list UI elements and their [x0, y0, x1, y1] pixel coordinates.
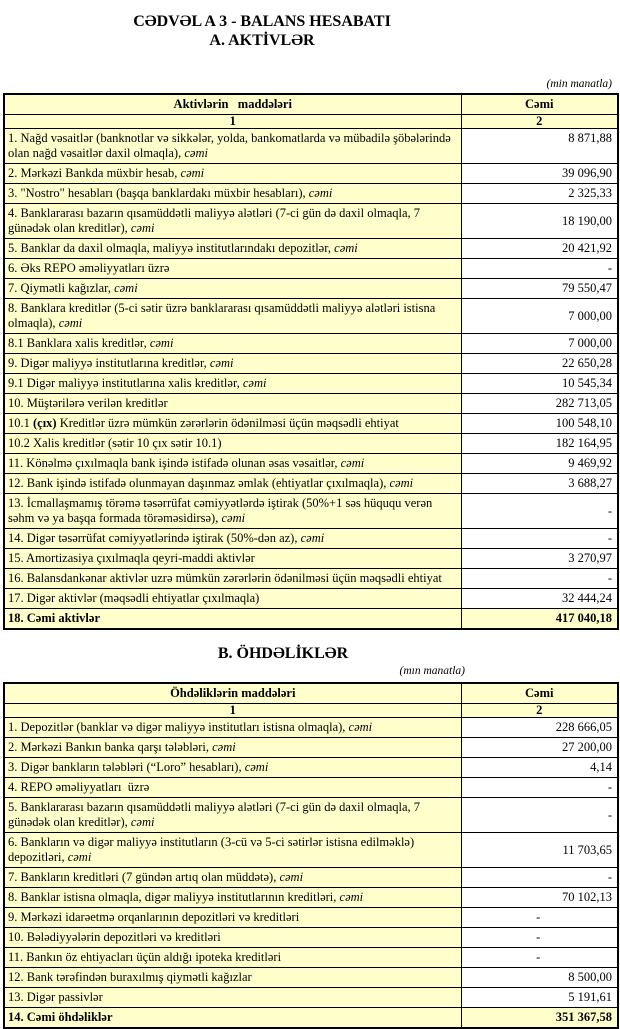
- table-row: [4, 529, 618, 549]
- row-value-cell: 8 500,00: [461, 968, 618, 988]
- row-label-text: 7. Qiymətli kağızlar,: [8, 281, 115, 295]
- unit-note-b: (mın manatla): [399, 665, 465, 677]
- table-row: [4, 868, 618, 888]
- table-row: [4, 354, 618, 374]
- row-label-text: cəmi: [67, 850, 92, 864]
- row-label-text: cəmi: [279, 870, 304, 884]
- row-label-text: cəmi: [244, 760, 269, 774]
- row-label-text: 9. Mərkəzi idarəetmə orqanlarının depozitləri və kreditləri: [8, 910, 300, 924]
- row-label-text: 4. REPO əməliyyatları üzrə: [8, 780, 150, 794]
- row-label-text: 11. Könəlmə çıxılmaqla bank işində istifadə olunan əsas vəsaitlər,: [8, 456, 341, 470]
- row-value-cell: -: [461, 494, 618, 529]
- row-label-cell: [4, 454, 461, 474]
- row-value-cell: -: [461, 778, 618, 798]
- row-label-text: cəmi: [180, 166, 205, 180]
- table-row: [4, 374, 618, 394]
- row-label-text: 10. Bələdiyyələrin depozitləri və kreditləri: [8, 930, 221, 944]
- row-label-cell: [4, 129, 461, 164]
- row-label-text: 12. Bank tərəfindən buraxılmış qiymətli kağızlar: [8, 970, 252, 984]
- row-label-cell: [4, 394, 461, 414]
- row-label-text: cəmi: [184, 146, 208, 160]
- row-value-cell: 39 096,90: [461, 164, 618, 184]
- table-row: [4, 334, 618, 354]
- title-line-1: CƏDVƏL A 3 - BALANS HESABATI: [133, 13, 391, 30]
- row-value-cell: 3 270,97: [461, 549, 618, 569]
- row-value-cell: 79 550,47: [461, 279, 618, 299]
- row-label-text: 8. Banklara kreditlər (5-ci sətir üzrə banklararası qısamüddətli maliyyə alətləri istisna olmaqla),: [8, 301, 439, 330]
- liabilities-col2-header: Cəmi: [461, 683, 618, 704]
- row-label-text: cəmi: [130, 815, 155, 829]
- row-label-cell: [4, 494, 461, 529]
- table-row: [4, 738, 618, 758]
- row-value-cell: 351 367,58: [461, 1008, 618, 1029]
- row-label-cell: [4, 374, 461, 394]
- row-label-text: 16. Balansdankənar aktivlər uzrə mümkün zərərlərin ödənilməsi üçün məqsədli ehtiyat: [8, 571, 442, 585]
- row-label-text: 10.1: [8, 416, 33, 430]
- row-label-cell: [4, 334, 461, 354]
- table-row: [4, 204, 618, 239]
- assets-rows: [4, 129, 618, 630]
- row-label-cell: [4, 279, 461, 299]
- row-label-cell: [4, 354, 461, 374]
- row-label-text: 8. Banklar istisna olmaqla, digər maliyyə institutlarının kreditləri,: [8, 890, 340, 904]
- row-label-cell: [4, 589, 461, 609]
- liabilities-col2-number: 2: [461, 704, 618, 718]
- assets-col1-header: Aktivlərin maddələri: [4, 94, 461, 115]
- row-value-cell: 7 000,00: [461, 334, 618, 354]
- row-label-text: cəmi: [339, 890, 364, 904]
- row-label-cell: [4, 868, 461, 888]
- row-label-cell: [4, 609, 461, 630]
- liabilities-col1-number: 1: [4, 704, 461, 718]
- row-value-cell: -: [461, 928, 618, 948]
- row-label-cell: [4, 888, 461, 908]
- row-label-text: 6. Bankların və digər maliyyə institutların (3-cü və 5-ci sətirlər istisna edilməklə) depozitləri,: [8, 835, 418, 864]
- row-label-cell: [4, 549, 461, 569]
- row-value-cell: -: [461, 259, 618, 279]
- row-value-cell: 10 545,34: [461, 374, 618, 394]
- row-value-cell: 417 040,18: [461, 609, 618, 630]
- row-label-cell: [4, 414, 461, 434]
- section-b-title: B. ÖHDƏLİKLƏR: [217, 645, 349, 662]
- table-row: [4, 1008, 618, 1029]
- table-row: [4, 434, 618, 454]
- row-label-text: cəmi: [209, 356, 234, 370]
- row-label-text: 2. Mərkəzi Bankda müxbir hesab,: [8, 166, 181, 180]
- table-row: [4, 908, 618, 928]
- row-label-text: 3. "Nostro" hesabları (başqa banklardakı müxbir hesabları),: [8, 186, 309, 200]
- row-value-cell: 22 650,28: [461, 354, 618, 374]
- liabilities-header-row: [4, 683, 618, 704]
- row-value-cell: -: [461, 908, 618, 928]
- table-row: [4, 184, 618, 204]
- row-label-text: cəmi: [334, 241, 358, 255]
- row-label-text: 1. Nağd vəsaitlər (banknotlar və sikkələr, yolda, bankomatlarda və mübadilə şöbələrində olan nağd vəsaitlər daxil olmaqla),: [8, 131, 454, 160]
- row-label-cell: [4, 259, 461, 279]
- row-label-text: 1. Depozitlər (banklar və digər maliyyə institutları istisna olmaqla),: [8, 720, 349, 734]
- document-title: [0, 12, 524, 50]
- assets-col2-number: 2: [461, 115, 618, 129]
- row-label-text: 5. Banklararası bazarın qısamüddətli maliyyə alətləri (7-ci gün də daxil olmaqla, 7 günədək olan kreditlər),: [8, 800, 424, 829]
- row-value-cell: 70 102,13: [461, 888, 618, 908]
- row-label-text: 9.1 Digər maliyyə institutlarına xalis kreditlər,: [8, 376, 243, 390]
- row-value-cell: 20 421,92: [461, 239, 618, 259]
- table-row: [4, 474, 618, 494]
- row-label-cell: [4, 948, 461, 968]
- row-label-text: cəmi: [300, 531, 325, 545]
- row-label-text: (çıx): [33, 416, 57, 430]
- table-row: [4, 129, 618, 164]
- row-label-text: 14. Cəmi öhdəliklər: [8, 1010, 113, 1024]
- row-label-text: 13. İcmallaşmamış törəmə təsərrüfat cəmiyyətlərdə iştirak (50%+1 səs hüququ verən səhm və ya başqa formada törəməsidirsə),: [8, 496, 436, 525]
- row-value-cell: 7 000,00: [461, 299, 618, 334]
- table-row: [4, 589, 618, 609]
- table-row: [4, 798, 618, 833]
- row-value-cell: 27 200,00: [461, 738, 618, 758]
- row-value-cell: 11 703,65: [461, 833, 618, 868]
- row-label-cell: [4, 434, 461, 454]
- row-label-text: 2. Mərkəzi Bankın banka qarşı tələbləri,: [8, 740, 213, 754]
- row-label-text: 10. Müştərilərə verilən kreditlər: [8, 396, 168, 410]
- row-value-cell: 3 688,27: [461, 474, 618, 494]
- section-a-title: A. AKTİVLƏR: [209, 32, 315, 49]
- row-label-cell: [4, 164, 461, 184]
- assets-table: [3, 93, 619, 630]
- assets-col2-header: Cəmi: [461, 94, 618, 115]
- row-label-text: 6. Əks REPO əməliyyatları üzrə: [8, 261, 170, 275]
- row-value-cell: 100 548,10: [461, 414, 618, 434]
- row-value-cell: -: [461, 948, 618, 968]
- row-label-text: cəmi: [221, 511, 246, 525]
- row-label-cell: [4, 299, 461, 334]
- table-row: [4, 259, 618, 279]
- row-label-cell: [4, 833, 461, 868]
- row-label-cell: [4, 988, 461, 1008]
- row-value-cell: 182 164,95: [461, 434, 618, 454]
- table-row: [4, 414, 618, 434]
- row-label-text: 15. Amortizasiya çıxılmaqla qeyri-maddi aktivlər: [8, 551, 255, 565]
- row-label-text: cəmi: [130, 221, 155, 235]
- row-value-cell: -: [461, 798, 618, 833]
- row-label-text: 12. Bank işində istifadə olunmayan daşınmaz əmlak (ehtiyatlar çıxılmaqla),: [8, 476, 390, 490]
- table-row: [4, 758, 618, 778]
- row-label-text: cəmi: [149, 336, 174, 350]
- assets-header-row: [4, 94, 618, 115]
- table-row: [4, 569, 618, 589]
- row-value-cell: 228 666,05: [461, 718, 618, 738]
- row-value-cell: -: [461, 868, 618, 888]
- table-row: [4, 718, 618, 738]
- row-value-cell: 2 325,33: [461, 184, 618, 204]
- row-label-text: 9. Digər maliyyə institutlarına kreditlər,: [8, 356, 210, 370]
- liabilities-rows: [4, 718, 618, 1029]
- table-row: [4, 948, 618, 968]
- row-label-cell: [4, 738, 461, 758]
- row-label-text: cəmi: [308, 186, 333, 200]
- table-row: [4, 888, 618, 908]
- row-label-text: cəmi: [340, 456, 365, 470]
- liabilities-table: [3, 682, 619, 1029]
- table-row: [4, 778, 618, 798]
- table-row: [4, 299, 618, 334]
- row-label-text: 7. Bankların kreditləri (7 gündən artıq olan müddətə),: [8, 870, 280, 884]
- row-label-cell: [4, 204, 461, 239]
- row-value-cell: 8 871,88: [461, 129, 618, 164]
- row-label-cell: [4, 908, 461, 928]
- table-row: [4, 164, 618, 184]
- row-label-cell: [4, 474, 461, 494]
- row-label-cell: [4, 758, 461, 778]
- row-label-text: Kreditlər üzrə mümkün zərərlərin ödənilməsi üçün məqsədli ehtiyat: [56, 416, 399, 430]
- row-label-cell: [4, 928, 461, 948]
- row-label-text: cəmi: [212, 740, 236, 754]
- table-row: [4, 394, 618, 414]
- row-label-cell: [4, 1008, 461, 1029]
- row-label-cell: [4, 184, 461, 204]
- table-row: [4, 239, 618, 259]
- row-label-text: 18. Cəmi aktivlər: [8, 611, 100, 625]
- unit-note-a: (min manatla): [546, 78, 612, 90]
- table-row: [4, 279, 618, 299]
- row-label-text: cəmi: [389, 476, 414, 490]
- row-value-cell: 5 191,61: [461, 988, 618, 1008]
- row-label-cell: [4, 798, 461, 833]
- row-label-cell: [4, 569, 461, 589]
- row-value-cell: -: [461, 569, 618, 589]
- table-row: [4, 988, 618, 1008]
- row-label-text: cəmi: [58, 316, 83, 330]
- row-value-cell: 282 713,05: [461, 394, 618, 414]
- liabilities-col1-header: Öhdəliklərin maddələri: [4, 683, 461, 704]
- row-label-cell: [4, 778, 461, 798]
- row-label-text: cəmi: [348, 720, 373, 734]
- row-value-cell: 4,14: [461, 758, 618, 778]
- table-row: [4, 549, 618, 569]
- row-value-cell: -: [461, 529, 618, 549]
- row-value-cell: 18 190,00: [461, 204, 618, 239]
- row-label-text: cəmi: [114, 281, 138, 295]
- row-label-cell: [4, 718, 461, 738]
- row-label-text: 11. Bankın öz ehtiyacları üçün aldığı ipoteka kreditləri: [8, 950, 282, 964]
- row-label-text: 17. Digər aktivlər (məqsədli ehtiyatlar çıxılmaqla): [8, 591, 260, 605]
- row-label-cell: [4, 529, 461, 549]
- table-row: [4, 454, 618, 474]
- row-label-text: 10.2 Xalis kreditlər (sətir 10 çıx sətir 10.1): [8, 436, 222, 450]
- table-row: [4, 609, 618, 630]
- row-label-text: 5. Banklar da daxil olmaqla, maliyyə institutlarındakı depozitlər,: [8, 241, 335, 255]
- assets-col1-number: 1: [4, 115, 461, 129]
- row-label-cell: [4, 239, 461, 259]
- table-row: [4, 928, 618, 948]
- table-row: [4, 494, 618, 529]
- table-row: [4, 833, 618, 868]
- liabilities-column-number-row: [4, 704, 618, 718]
- row-value-cell: 9 469,92: [461, 454, 618, 474]
- row-label-text: 14. Digər təsərrüfat cəmiyyətlərində iştirak (50%-dən az),: [8, 531, 301, 545]
- row-label-text: 3. Digər bankların tələbləri (“Loro” hesabları),: [8, 760, 245, 774]
- row-value-cell: 32 444,24: [461, 589, 618, 609]
- row-label-text: cəmi: [242, 376, 267, 390]
- assets-column-number-row: [4, 115, 618, 129]
- row-label-text: 13. Digər passivlər: [8, 990, 103, 1004]
- row-label-text: 8.1 Banklara xalis kreditlər,: [8, 336, 150, 350]
- row-label-text: 4. Banklararası bazarın qısamüddətli maliyyə alətləri (7-ci gün də daxil olmaqla, 7 günədək olan kreditlər),: [8, 206, 424, 235]
